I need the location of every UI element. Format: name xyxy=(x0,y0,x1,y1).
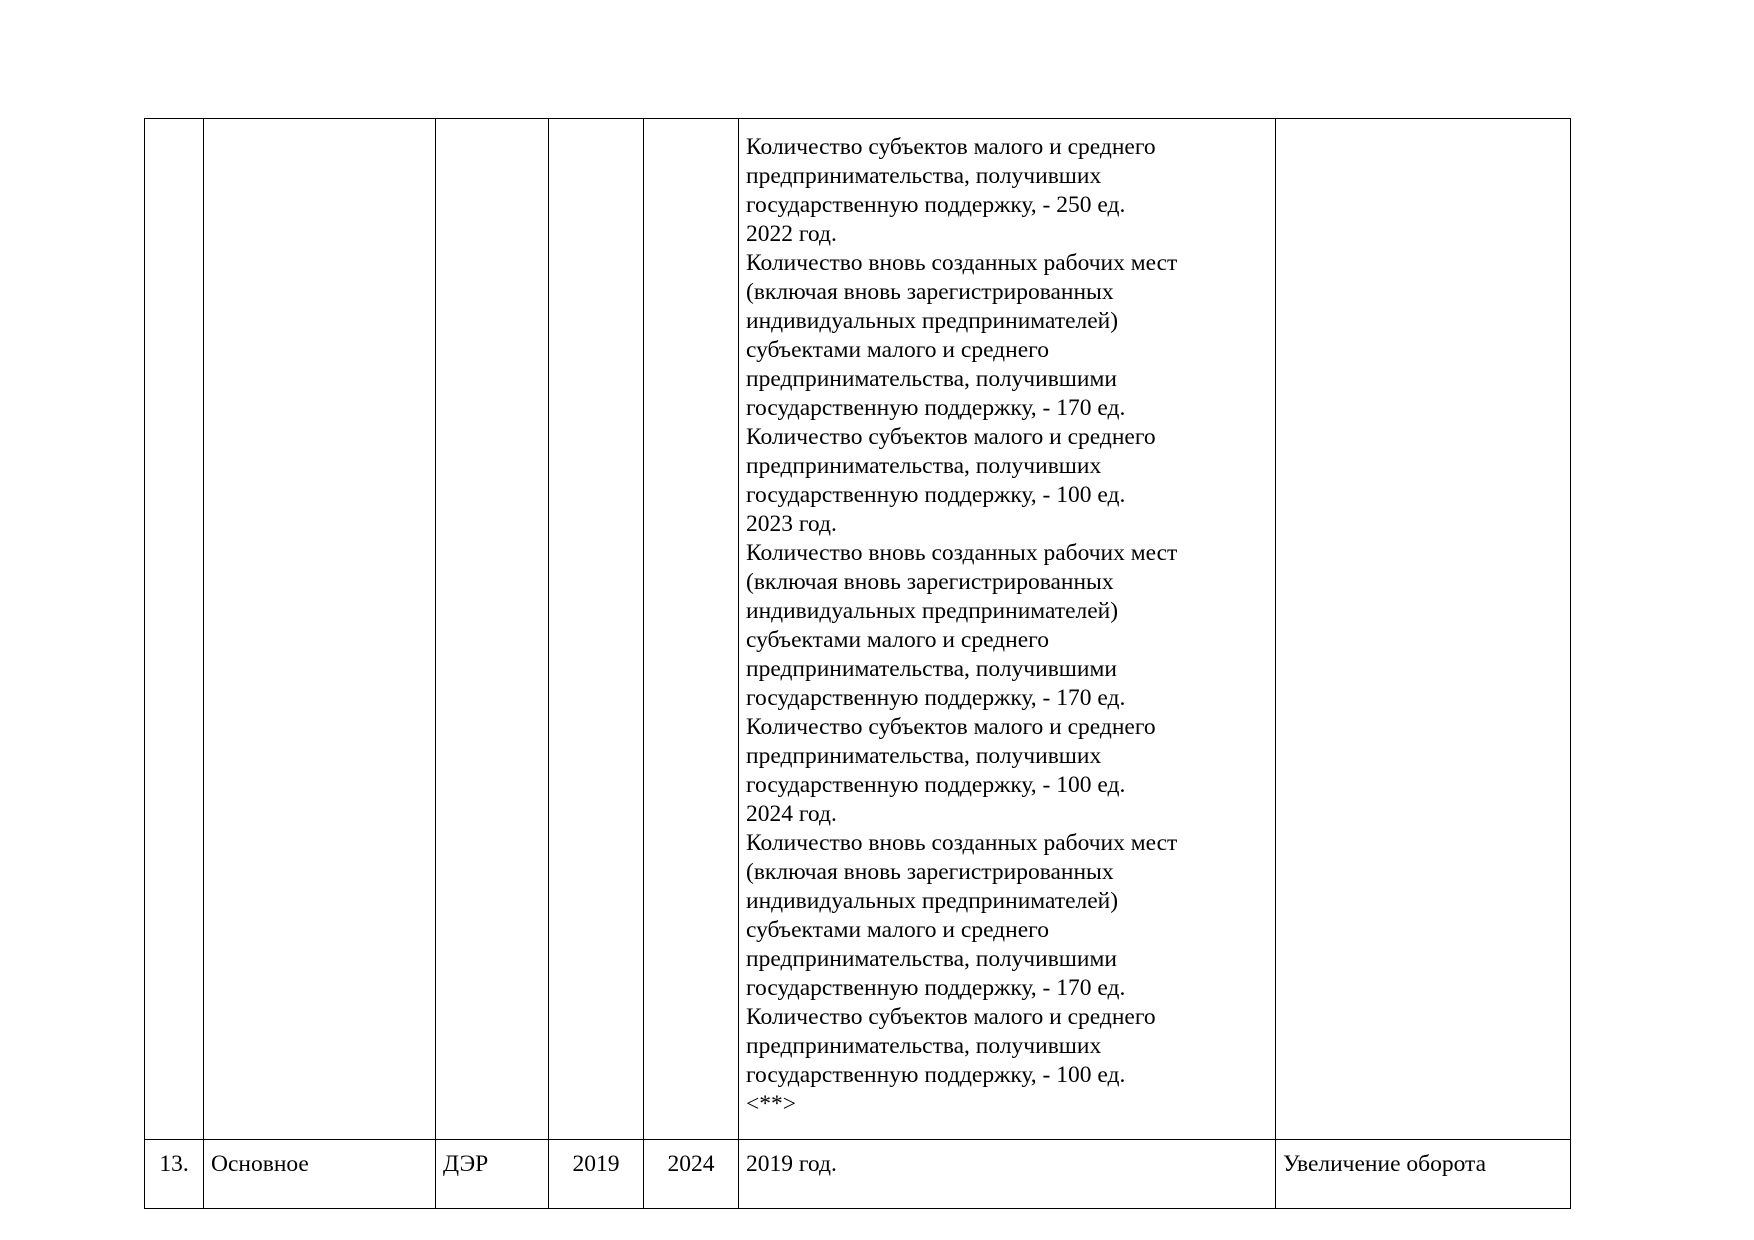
year-heading: 2023 год. xyxy=(746,511,837,537)
indicator-line: субъектами малого и среднего xyxy=(746,627,1049,653)
indicator-line: субъектами малого и среднего xyxy=(746,337,1049,363)
indicator-line: (включая вновь зарегистрированных xyxy=(746,569,1114,595)
indicator-line: предпринимательства, получившими xyxy=(746,366,1117,392)
indicator-line: индивидуальных предпринимателей) xyxy=(746,308,1119,334)
indicator-line: индивидуальных предпринимателей) xyxy=(746,598,1119,624)
indicator-line: предпринимательства, получивших xyxy=(746,743,1102,769)
cell-number: 13. xyxy=(145,1140,204,1209)
footnote-marker: <**> xyxy=(746,1091,797,1117)
cell-executor: ДЭР xyxy=(436,1140,549,1209)
cell-result: Увеличение оборота xyxy=(1276,1140,1571,1209)
indicator-line: Количество субъектов малого и среднего xyxy=(746,714,1156,740)
year-heading: 2024 год. xyxy=(746,801,837,827)
cell-executor xyxy=(436,119,549,1140)
cell-indicators xyxy=(739,119,1276,1140)
cell-year-start xyxy=(549,119,644,1140)
indicator-line: предпринимательства, получивших xyxy=(746,1033,1102,1059)
indicator-line: государственную поддержку, - 170 ед. xyxy=(746,975,1126,1001)
cell-year-start: 2019 xyxy=(549,1140,644,1209)
indicator-line: государственную поддержку, - 170 ед. xyxy=(746,685,1126,711)
cell-indicators: 2019 год. xyxy=(739,1140,1276,1209)
indicator-line: индивидуальных предпринимателей) xyxy=(746,888,1119,914)
indicator-line: Количество субъектов малого и среднего xyxy=(746,134,1156,160)
cell-year-end: 2024 xyxy=(644,1140,739,1209)
cell-measure-name: Основное xyxy=(204,1140,436,1209)
cell-year-end xyxy=(644,119,739,1140)
measures-table xyxy=(144,118,1571,1209)
indicator-line: предпринимательства, получившими xyxy=(746,946,1117,972)
indicator-line: Количество вновь созданных рабочих мест xyxy=(746,540,1178,566)
indicator-line: государственную поддержку, - 100 ед. xyxy=(746,482,1126,508)
cell-number xyxy=(145,119,204,1140)
cell-result xyxy=(1276,119,1571,1140)
indicator-line: предпринимательства, получивших xyxy=(746,163,1102,189)
table-row-continuation xyxy=(145,119,1571,1140)
indicator-line: субъектами малого и среднего xyxy=(746,917,1049,943)
indicator-line: предпринимательства, получивших xyxy=(746,453,1102,479)
indicator-line: государственную поддержку, - 100 ед. xyxy=(746,772,1126,798)
cell-measure-name xyxy=(204,119,436,1140)
indicator-line: (включая вновь зарегистрированных xyxy=(746,279,1114,305)
indicator-line: государственную поддержку, - 250 ед. xyxy=(746,192,1126,218)
indicator-line: (включая вновь зарегистрированных xyxy=(746,859,1114,885)
indicator-line: государственную поддержку, - 170 ед. xyxy=(746,395,1126,421)
indicator-line: Количество субъектов малого и среднего xyxy=(746,1004,1156,1030)
indicator-line: государственную поддержку, - 100 ед. xyxy=(746,1062,1126,1088)
indicator-line: Количество вновь созданных рабочих мест xyxy=(746,830,1178,856)
indicator-line: предпринимательства, получившими xyxy=(746,656,1117,682)
indicator-line: Количество субъектов малого и среднего xyxy=(746,424,1156,450)
indicator-line: Количество вновь созданных рабочих мест xyxy=(746,250,1178,276)
table-row xyxy=(145,1140,1571,1209)
year-heading: 2022 год. xyxy=(746,221,837,247)
